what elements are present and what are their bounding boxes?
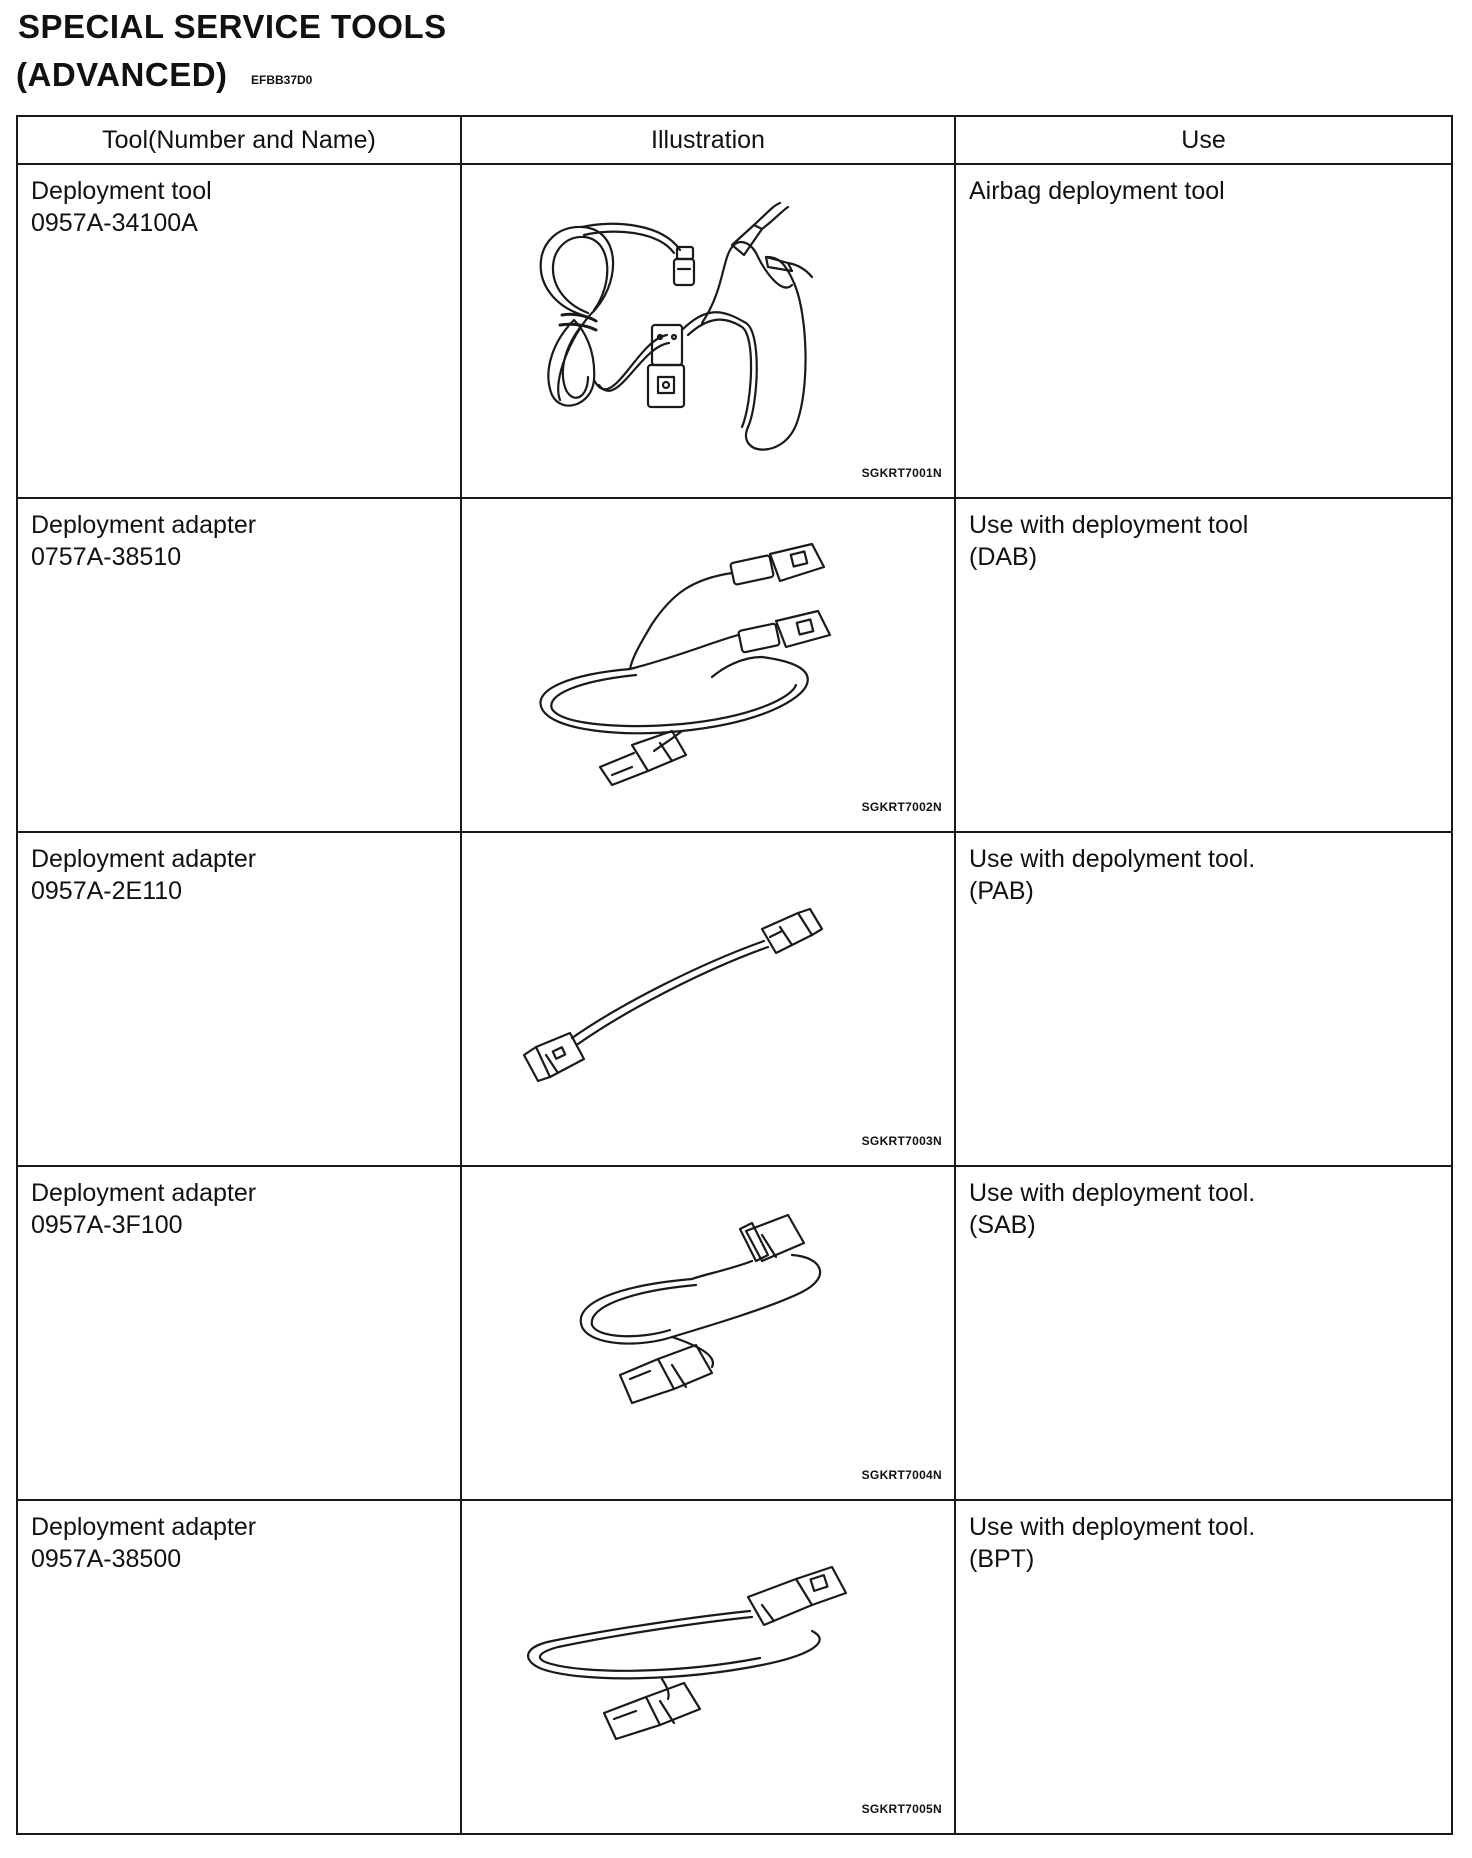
illustration-cell — [461, 832, 955, 1166]
figure-code: SGKRT7004N — [861, 1468, 942, 1482]
use-line: Airbag deployment tool — [969, 177, 1225, 205]
use-line: (BPT) — [969, 1545, 1035, 1573]
tool-number: 0757A-38510 — [31, 543, 182, 571]
tool-cell — [17, 832, 461, 1166]
use-line: Use with deployment tool — [969, 511, 1249, 539]
table-row — [17, 164, 1452, 498]
table-row — [17, 498, 1452, 832]
use-line: (SAB) — [969, 1211, 1036, 1239]
bpt-adapter-illustration — [462, 1501, 956, 1833]
page-subtitle: (ADVANCED) — [16, 56, 228, 93]
deployment-tool-illustration — [462, 165, 956, 497]
page-title: SPECIAL SERVICE TOOLS — [18, 8, 447, 45]
tool-cell — [17, 1166, 461, 1500]
tool-number: 0957A-34100A — [31, 209, 198, 237]
tool-cell — [17, 164, 461, 498]
tool-name: Deployment adapter — [31, 511, 257, 539]
tool-name: Deployment tool — [31, 177, 212, 205]
use-cell — [955, 1500, 1452, 1834]
figure-code: SGKRT7003N — [861, 1134, 942, 1148]
use-line: Use with deployment tool. — [969, 1179, 1256, 1207]
use-line: Use with deployment tool. — [969, 1513, 1256, 1541]
use-line: Use with depolyment tool. — [969, 845, 1256, 873]
use-cell — [955, 498, 1452, 832]
use-cell — [955, 1166, 1452, 1500]
use-line: (DAB) — [969, 543, 1038, 571]
illustration-cell — [461, 1500, 955, 1834]
table-row — [17, 1166, 1452, 1500]
figure-code: SGKRT7001N — [861, 466, 942, 480]
tool-number: 0957A-38500 — [31, 1545, 182, 1573]
header-tool: Tool(Number and Name) — [17, 116, 461, 164]
illustration-cell — [461, 164, 955, 498]
use-cell — [955, 164, 1452, 498]
dab-adapter-illustration — [462, 499, 956, 831]
sab-adapter-illustration — [462, 1167, 956, 1499]
tool-number: 0957A-2E110 — [31, 877, 183, 905]
table-row — [17, 1500, 1452, 1834]
pab-adapter-illustration — [462, 833, 956, 1165]
figure-code: SGKRT7005N — [861, 1802, 942, 1816]
tool-name: Deployment adapter — [31, 845, 257, 873]
illustration-cell — [461, 1166, 955, 1500]
tool-number: 0957A-3F100 — [31, 1211, 183, 1239]
section-code: EFBB37D0 — [251, 73, 313, 87]
figure-code: SGKRT7002N — [861, 800, 942, 814]
table-header-row — [17, 116, 1452, 164]
illustration-cell — [461, 498, 955, 832]
table-row — [17, 832, 1452, 1166]
tool-cell — [17, 1500, 461, 1834]
tool-name: Deployment adapter — [31, 1513, 257, 1541]
tool-cell — [17, 498, 461, 832]
header-illustration: Illustration — [461, 116, 955, 164]
use-cell — [955, 832, 1452, 1166]
header-use: Use — [955, 116, 1452, 164]
special-tools-table — [16, 115, 1453, 1835]
use-line: (PAB) — [969, 877, 1034, 905]
tool-name: Deployment adapter — [31, 1179, 257, 1207]
